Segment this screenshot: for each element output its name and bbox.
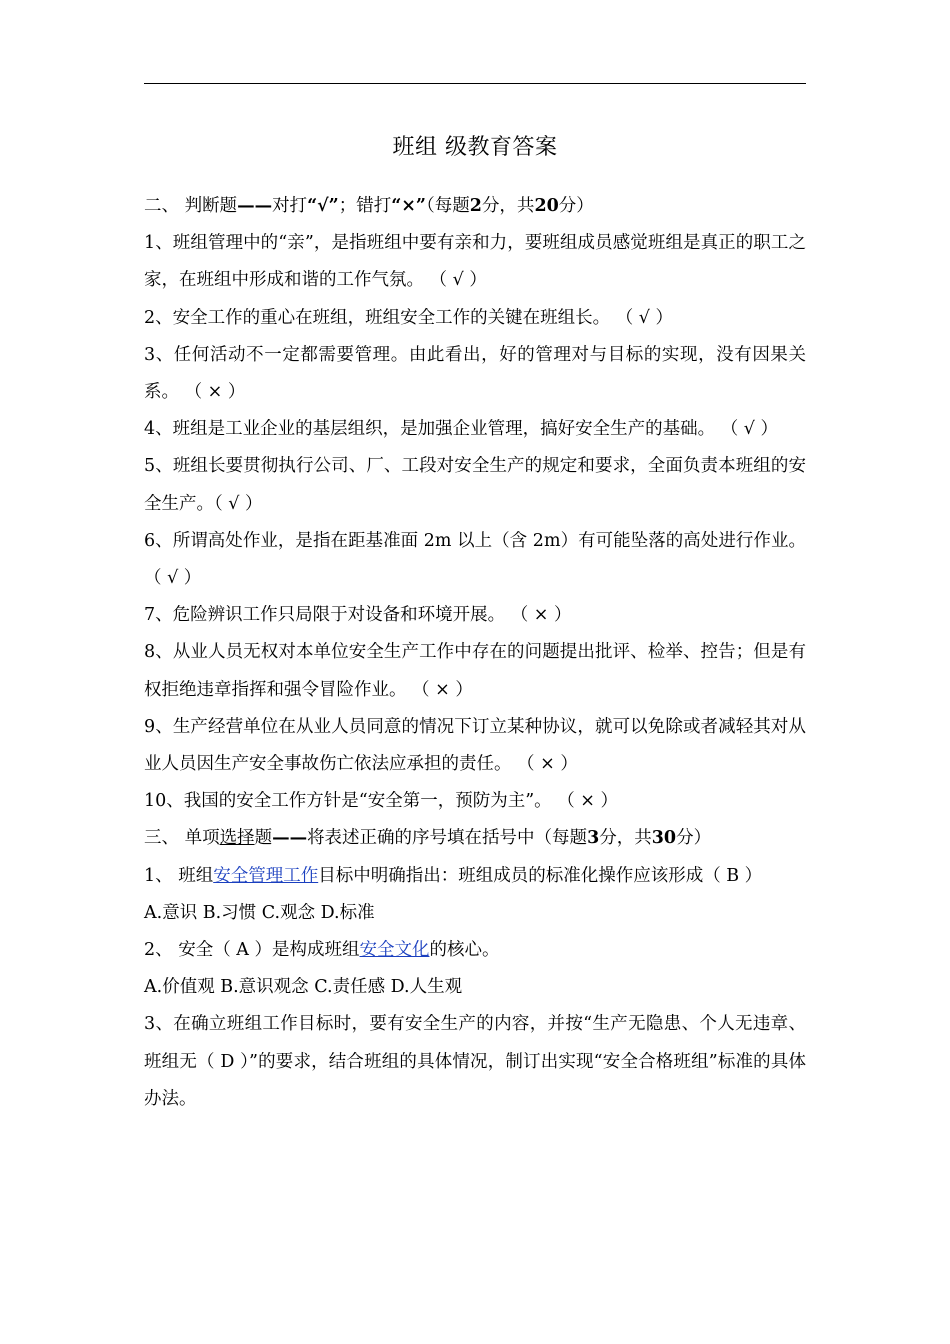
section-2-dash: ——	[237, 196, 273, 216]
judgment-item-10: 10、我国的安全工作方针是“安全第一，预防为主”。 （ × ）	[144, 791, 619, 812]
choice-question-1-post: 目标中明确指出：班组成员的标准化操作应该形成（ B ）	[318, 865, 763, 886]
section-3-points-each: 3	[587, 828, 600, 849]
section-3-underlined: 选择	[219, 828, 255, 849]
link-safety-culture[interactable]: 安全文化	[359, 940, 430, 961]
judgment-item-1: 1、班组管理中的“亲”，是指班组中要有亲和力，要班组成员感觉班组是真正的职工之家，在班组中形成和谐的工作气氛。 （ √ ）	[144, 233, 806, 291]
section-3-text-2: 将表述正确的序号填在括号中（每题	[307, 828, 588, 849]
judgment-item-7: 7、危险辨识工作只局限于对设备和环境开展。 （ × ）	[144, 605, 572, 626]
section-3-dash: ——	[272, 828, 308, 849]
section-2-heading	[144, 188, 806, 225]
section-2-number: 二、 判断题	[144, 196, 238, 216]
section-2-text-1: 对打	[272, 196, 308, 216]
choice-question-2-pre: 2、 安全（ A ）是构成班组	[144, 940, 360, 961]
judgment-item-6: 6、所谓高处作业，是指在距基准面 2m 以上（含 2m）有可能坠落的高处进行作业。 （ √ ）	[144, 530, 806, 589]
choice-question-2-options: A.价值观 B.意识观念 C.责任感 D.人生观	[144, 977, 463, 998]
section-2-text-4: 分，共	[481, 196, 535, 216]
document-title: 班组 级教育答案	[392, 135, 558, 160]
choice-question-1-options: A.意识 B.习惯 C.观念 D.标准	[144, 902, 375, 923]
section-2-wrong-mark: “×”	[391, 196, 426, 216]
header-rule	[144, 83, 806, 84]
document-body	[144, 188, 806, 1118]
judgment-item-9: 9、生产经营单位在从业人员同意的情况下订立某种协议，就可以免除或者减轻其对从业人员因生产安全事故伤亡依法应承担的责任。 （ × ）	[144, 716, 806, 775]
section-3-points-total: 30	[651, 828, 677, 849]
section-3-text-1: 题	[254, 828, 273, 849]
choice-question-1-pre: 1、 班组	[144, 865, 214, 886]
section-2-text-5: 分）	[558, 196, 594, 216]
section-2-correct-mark: “√”	[307, 196, 339, 216]
section-2-text-2: ；错打	[338, 196, 392, 216]
choice-question-2	[144, 932, 806, 969]
choice-question-2-post: 的核心。	[429, 940, 500, 961]
section-3-text-4: 分）	[676, 828, 712, 849]
section-2-points-total: 20	[534, 196, 559, 216]
choice-question-3: 3、在确立班组工作目标时，要有安全生产的内容，并按“生产无隐患、个人无违章、班组无（ D ）”的要求，结合班组的具体情况，制订出实现“安全合格班组”标准的具体办法。	[144, 1014, 806, 1109]
judgment-item-3: 3、任何活动不一定都需要管理。由此看出，好的管理对与目标的实现，没有因果关系。 （ × ）	[144, 344, 806, 403]
section-2-text-3: （每题	[426, 196, 470, 216]
link-safety-management-work[interactable]: 安全管理工作	[213, 865, 319, 886]
section-3-text-3: 分，共	[599, 828, 652, 849]
choice-question-1	[144, 858, 806, 895]
judgment-item-4: 4、班组是工业企业的基层组织，是加强企业管理，搞好安全生产的基础。 （ √ ）	[144, 419, 778, 440]
judgment-item-5: 5、班组长要贯彻执行公司、厂、工段对安全生产的规定和要求，全面负责本班组的安全生产。（ √ ）	[144, 456, 806, 514]
judgment-item-2: 2、安全工作的重心在班组，班组安全工作的关键在班组长。 （ √ ）	[144, 307, 673, 328]
section-3-number: 三、 单项	[144, 828, 220, 849]
judgment-item-8: 8、从业人员无权对本单位安全生产工作中存在的问题提出批评、检举、控告；但是有权拒绝违章指挥和强令冒险作业。 （ × ）	[144, 642, 806, 700]
section-3-heading	[144, 820, 806, 857]
section-2-points-each: 2	[469, 196, 482, 216]
